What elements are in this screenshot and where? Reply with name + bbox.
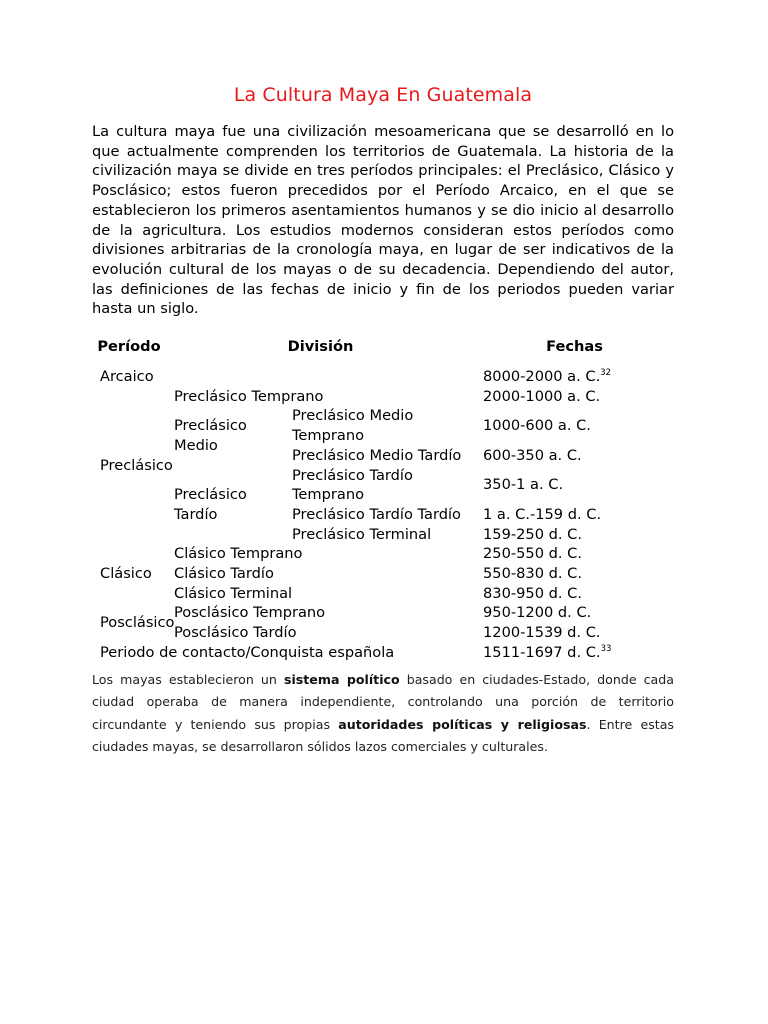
subdivision-cell: Preclásico Medio Temprano bbox=[292, 407, 414, 445]
reference-superscript: 33 bbox=[600, 643, 612, 654]
fechas-cell: 2000-1000 a. C. bbox=[483, 387, 601, 405]
periodo-cell: Preclásico bbox=[100, 456, 173, 474]
fechas-cell: 8000-2000 a. C.$^{32}$ bbox=[483, 368, 612, 386]
periodo-cell: Periodo de contacto/Conquista española bbox=[100, 643, 395, 661]
table-row bbox=[92, 564, 674, 584]
table-row bbox=[92, 643, 674, 663]
subdivision-cell: Preclásico Terminal bbox=[292, 525, 432, 543]
table-row bbox=[92, 544, 674, 564]
header-division: División bbox=[287, 337, 354, 355]
document-page bbox=[92, 84, 674, 759]
bold-term: autoridades políticas y religiosas bbox=[338, 716, 587, 732]
division-cell: Preclásico Tardío bbox=[174, 486, 247, 523]
subdivision-cell: Preclásico Tardío Temprano bbox=[292, 466, 413, 504]
header-fechas: Fechas bbox=[546, 337, 603, 355]
intro-paragraph: La cultura maya fue una civilización mesoamericana que se desarrolló en lo que actualmente comprenden los territorios de Guatemala. La historia de la civilización maya se divide en tres períodos principales: el Preclásico, Clásico y Posclásico; estos fueron precedidos por el Período Arcaico, en el que se establecieron los primeros asentamientos humanos y se dio inicio al desarrollo de la agricultura. Los estudios modernos consideran estos períodos como divisiones arbitrarias de la cronología maya, en lugar de ser indicativos de la evolución cultural de los mayas o de su decadencia. Dependiendo del autor, las definiciones de las fechas de inicio y fin de los periodos pueden variar hasta un siglo. bbox=[92, 123, 674, 318]
fechas-cell: 1200-1539 d. C. bbox=[483, 624, 601, 642]
fechas-cell: 159-250 d. C. bbox=[483, 525, 582, 543]
table-row bbox=[92, 584, 674, 604]
outro-paragraph: Los mayas establecieron un sistema político basado en ciudades-Estado, donde cada ciudad operaba de manera independiente, controlando una porción de territorio circundante y teniendo sus propias autoridades políticas y religiosas. Entre estas ciudades mayas, se desarrollaron sólidos lazos comerciales y culturales. bbox=[92, 671, 674, 755]
page-title: La Cultura Maya En Guatemala bbox=[233, 84, 533, 106]
table-row bbox=[92, 623, 674, 643]
table-row bbox=[92, 406, 674, 445]
table-row bbox=[92, 466, 674, 505]
header-periodo: Período bbox=[97, 337, 161, 355]
fechas-cell: 830-950 d. C. bbox=[483, 584, 582, 602]
table-header-row bbox=[92, 326, 674, 367]
division-cell: Posclásico Temprano bbox=[174, 604, 326, 622]
division-cell: Clásico Tardío bbox=[174, 565, 274, 583]
division-cell: Clásico Terminal bbox=[174, 584, 293, 602]
fechas-cell: 1000-600 a. C. bbox=[483, 417, 591, 435]
bold-term: sistema político bbox=[283, 671, 400, 687]
division-cell: Preclásico Medio bbox=[174, 417, 247, 454]
division-cell bbox=[166, 367, 475, 387]
division-cell: Preclásico Temprano bbox=[174, 387, 324, 405]
fechas-cell: 250-550 d. C. bbox=[483, 545, 582, 563]
fechas-cell: 600-350 a. C. bbox=[483, 446, 582, 464]
division-cell: Clásico Temprano bbox=[174, 545, 303, 563]
fechas-cell: 550-830 d. C. bbox=[483, 565, 582, 583]
fechas-cell: 1 a. C.-159 d. C. bbox=[483, 505, 602, 523]
subdivision-cell: Preclásico Medio Tardío bbox=[292, 446, 462, 464]
division-cell: Posclásico Tardío bbox=[174, 624, 297, 642]
table-row bbox=[92, 603, 674, 623]
fechas-cell: 950-1200 d. C. bbox=[483, 604, 592, 622]
fechas-cell: 350-1 a. C. bbox=[483, 476, 564, 494]
table-row bbox=[92, 367, 674, 387]
reference-superscript: 32 bbox=[600, 368, 612, 379]
periodo-cell: Arcaico bbox=[100, 368, 154, 386]
periodo-cell: Posclásico bbox=[100, 614, 175, 632]
subdivision-cell: Preclásico Tardío Tardío bbox=[292, 505, 461, 523]
table-row bbox=[92, 387, 674, 407]
chronology-table bbox=[92, 326, 674, 663]
fechas-cell: 1511-1697 d. C.$^{33}$ bbox=[483, 643, 612, 661]
periodo-cell: Clásico bbox=[100, 565, 152, 583]
